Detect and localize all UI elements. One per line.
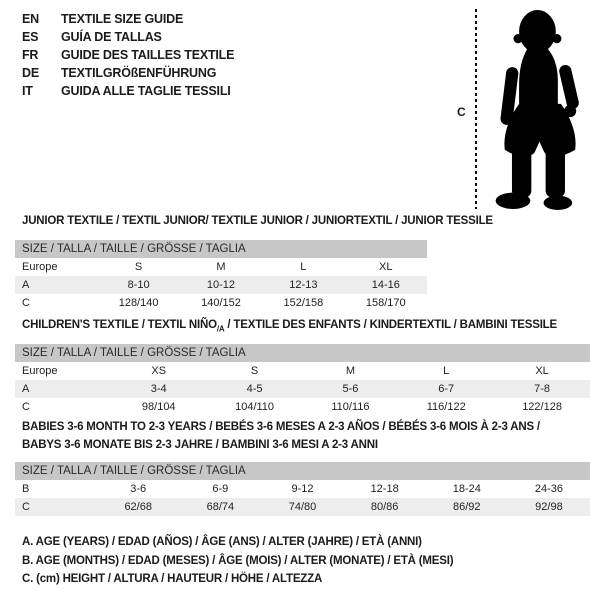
size-band-label: SIZE / TALLA / TAILLE / GRÖSSE / TAGLIA <box>15 462 590 480</box>
cell-value: 86/92 <box>426 498 508 516</box>
cell-value: XL <box>379 261 393 273</box>
cell-value: M <box>216 261 226 273</box>
cell-value: 80/86 <box>344 498 426 516</box>
cell-value: S <box>250 365 259 377</box>
row-label: C <box>15 498 97 516</box>
note-height-cm: C. (cm) HEIGHT / ALTURA / HAUTEUR / HÖHE / ALTEZZA <box>22 573 323 585</box>
cell-value: 12-13 <box>262 276 344 294</box>
cell-value: 6-9 <box>212 483 229 495</box>
cell-value: XL <box>535 365 549 377</box>
cell-value: 10-12 <box>180 276 262 294</box>
children-title-pre: CHILDREN'S TEXTILE / TEXTIL NIÑO <box>22 319 217 331</box>
row-label: B <box>22 483 30 495</box>
junior-size-table <box>15 240 427 312</box>
cell-value: 8-10 <box>97 276 179 294</box>
cell-value: 98/104 <box>141 401 176 413</box>
height-measure-label: C <box>457 105 466 119</box>
cell-value: 7-8 <box>494 380 590 398</box>
row-label: Europe <box>22 365 58 377</box>
row-label: C <box>22 297 30 309</box>
cell-value: 3-4 <box>111 380 207 398</box>
table-row <box>15 258 427 276</box>
cell-value: 158/170 <box>365 297 406 309</box>
table-row <box>15 294 427 312</box>
babies-title-line1: BABIES 3-6 MONTH TO 2-3 YEARS / BEBÉS 3-6 MESES A 2-3 AÑOS / BÉBÉS 3-6 MOIS À 2-3 ANS / <box>22 421 540 433</box>
cell-value: L <box>300 261 307 273</box>
table-row <box>15 398 590 416</box>
cell-value: 110/116 <box>331 401 370 413</box>
cell-value: 116/122 <box>426 401 466 413</box>
children-title-sub: /A <box>216 324 225 334</box>
language-row-de <box>22 64 234 82</box>
table-row <box>15 362 590 380</box>
language-code: EN <box>22 12 39 26</box>
cell-value: XS <box>151 365 167 377</box>
language-row-es <box>22 28 234 46</box>
row-label: A <box>15 276 97 294</box>
children-title-post: / TEXTILE DES ENFANTS / KINDERTEXTIL / BAMBINI TESSILE <box>224 319 557 331</box>
language-title: GUIDE DES TAILLES TEXTILE <box>61 48 235 62</box>
cell-value: 4-5 <box>207 380 303 398</box>
height-dashed-line <box>475 9 477 209</box>
language-title: GUIDA ALLE TAGLIE TESSILI <box>61 84 231 98</box>
language-code: FR <box>22 48 39 62</box>
babies-size-table <box>15 462 590 516</box>
cell-value: 122/128 <box>522 401 562 413</box>
cell-value: 68/74 <box>179 498 261 516</box>
size-band-label: SIZE / TALLA / TAILLE / GRÖSSE / TAGLIA <box>15 240 427 258</box>
table-row <box>15 380 590 398</box>
children-table-title <box>22 316 557 338</box>
cell-value: S <box>134 261 143 273</box>
height-measure-figure <box>448 5 598 217</box>
cell-value: 12-18 <box>370 483 399 495</box>
row-label: Europe <box>22 261 58 273</box>
cell-value: 6-7 <box>398 380 494 398</box>
note-age-years: A. AGE (YEARS) / EDAD (AÑOS) / ÂGE (ANS) / ALTER (JAHRE) / ETÀ (ANNI) <box>22 536 422 548</box>
cell-value: 18-24 <box>452 483 481 495</box>
cell-value: 24-36 <box>534 483 563 495</box>
size-band-label: SIZE / TALLA / TAILLE / GRÖSSE / TAGLIA <box>15 344 590 362</box>
language-title-list <box>22 10 234 100</box>
table-row <box>15 480 590 498</box>
language-title: TEXTILGRÖßENFÜHRUNG <box>61 66 217 80</box>
cell-value: 152/158 <box>283 297 324 309</box>
children-size-table <box>15 344 590 416</box>
language-code: IT <box>22 84 33 98</box>
legend-notes <box>22 533 453 589</box>
cell-value: 74/80 <box>261 498 343 516</box>
cell-value: 140/152 <box>201 297 241 309</box>
cell-value: 14-16 <box>345 276 427 294</box>
language-row-en <box>22 10 234 28</box>
language-row-it <box>22 82 234 100</box>
babies-table-title <box>22 418 540 454</box>
size-header-band <box>15 240 427 258</box>
cell-value: 62/68 <box>97 498 179 516</box>
language-row-fr <box>22 46 234 64</box>
size-header-band <box>15 344 590 362</box>
babies-title-line2: BABYS 3-6 MONATE BIS 2-3 JAHRE / BAMBINI 3-6 MESI A 2-3 ANNI <box>22 439 378 451</box>
language-title: GUÍA DE TALLAS <box>61 30 162 44</box>
row-label: A <box>15 380 111 398</box>
cell-value: 3-6 <box>130 483 147 495</box>
table-row <box>15 498 590 516</box>
cell-value: 92/98 <box>508 498 590 516</box>
language-code: ES <box>22 30 39 44</box>
size-header-band <box>15 462 590 480</box>
cell-value: 9-12 <box>291 483 314 495</box>
table-row <box>15 276 427 294</box>
cell-value: M <box>345 365 355 377</box>
cell-value: 104/110 <box>235 401 275 413</box>
cell-value: 128/140 <box>118 297 159 309</box>
baby-silhouette-icon <box>486 8 594 212</box>
note-age-months: B. AGE (MONTHS) / EDAD (MESES) / ÂGE (MOIS) / ALTER (MONATE) / ETÀ (MESI) <box>22 554 454 567</box>
language-title: TEXTILE SIZE GUIDE <box>61 12 184 26</box>
cell-value: L <box>443 365 450 377</box>
cell-value: 5-6 <box>302 380 398 398</box>
row-label: C <box>22 401 30 413</box>
language-code: DE <box>22 66 39 80</box>
junior-table-title: JUNIOR TEXTILE / TEXTIL JUNIOR/ TEXTILE JUNIOR / JUNIORTEXTIL / JUNIOR TESSILE <box>22 215 493 227</box>
